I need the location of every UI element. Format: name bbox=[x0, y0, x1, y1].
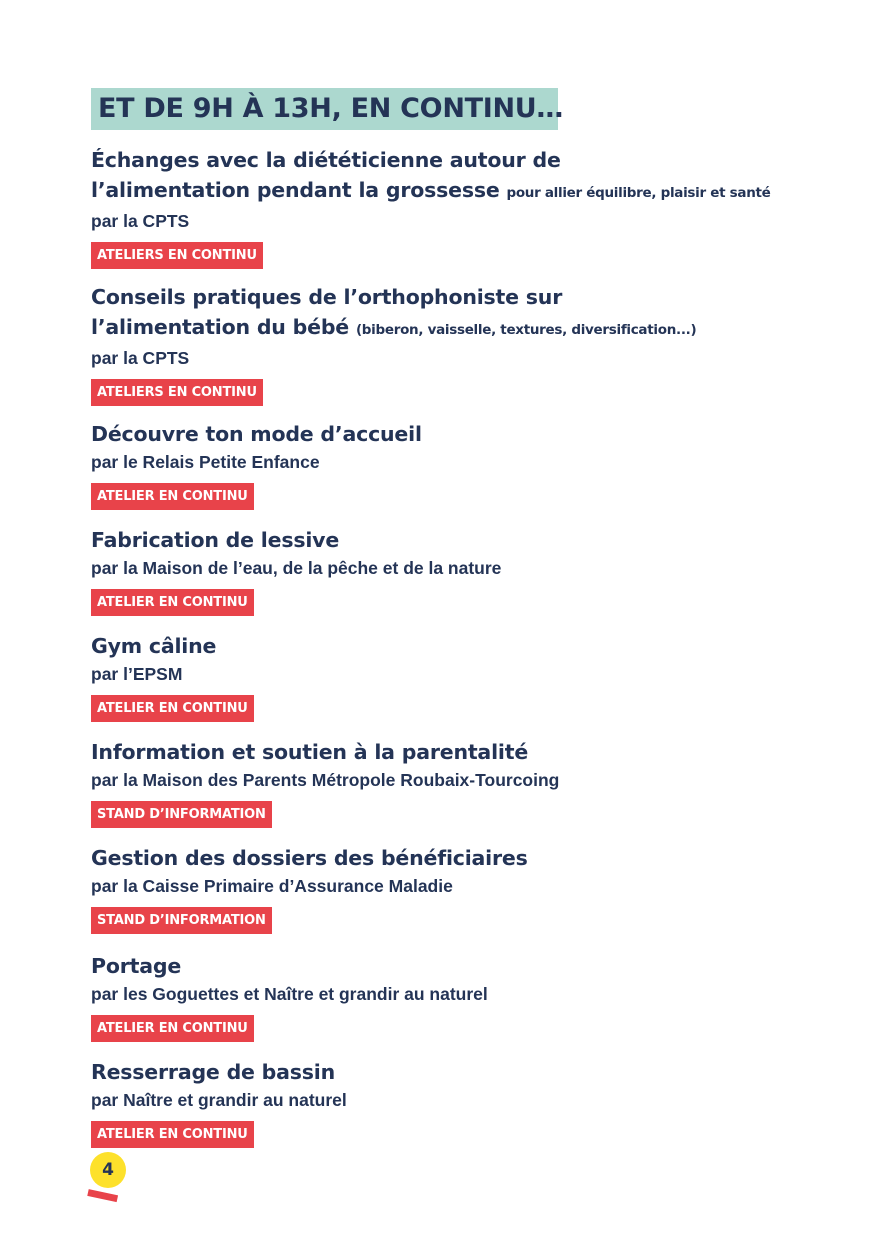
program-entry bbox=[91, 737, 831, 828]
program-entry bbox=[91, 1057, 831, 1148]
entry-type-badge: ATELIER EN CONTINU bbox=[91, 1015, 254, 1042]
entry-organizer: par les Goguettes et Naître et grandir au naturel bbox=[91, 984, 488, 1004]
entry-title: Resserrage de bassin bbox=[91, 1060, 336, 1084]
program-entry bbox=[91, 282, 831, 406]
entry-type-badge: ATELIER EN CONTINU bbox=[91, 695, 254, 722]
page-number-badge bbox=[90, 1152, 130, 1200]
entry-organizer: par le Relais Petite Enfance bbox=[91, 452, 320, 472]
program-entry bbox=[91, 525, 831, 616]
entry-type-badge: ATELIER EN CONTINU bbox=[91, 483, 254, 510]
entry-organizer: par la CPTS bbox=[91, 348, 190, 368]
entry-title: Gestion des dossiers des bénéficiaires bbox=[91, 846, 528, 870]
entry-organizer: par la Caisse Primaire d’Assurance Maladie bbox=[91, 876, 453, 896]
entry-type-badge: ATELIER EN CONTINU bbox=[91, 589, 254, 616]
entry-title: l’alimentation du bébé (biberon, vaisselle, textures, diversification...) bbox=[91, 315, 697, 339]
program-entry bbox=[91, 843, 831, 934]
program-entry bbox=[91, 145, 831, 269]
entry-type-badge: ATELIER EN CONTINU bbox=[91, 1121, 254, 1148]
entry-title: Portage bbox=[91, 954, 182, 978]
entry-title: Gym câline bbox=[91, 634, 217, 658]
entry-organizer: par Naître et grandir au naturel bbox=[91, 1090, 347, 1110]
entry-title: l’alimentation pendant la grossesse pour allier équilibre, plaisir et santé bbox=[91, 178, 771, 202]
page-number: 4 bbox=[90, 1152, 126, 1188]
entry-organizer: par l’EPSM bbox=[91, 664, 183, 684]
entry-title: Information et soutien à la parentalité bbox=[91, 740, 529, 764]
entry-note: pour allier équilibre, plaisir et santé bbox=[506, 185, 771, 201]
entry-type-badge: STAND D’INFORMATION bbox=[91, 907, 272, 934]
decorative-dash bbox=[87, 1189, 118, 1202]
entry-organizer: par la Maison de l’eau, de la pêche et de la nature bbox=[91, 558, 502, 578]
entry-title: Échanges avec la diététicienne autour de bbox=[91, 148, 561, 172]
entry-title: Fabrication de lessive bbox=[91, 528, 340, 552]
entry-type-badge: ATELIERS EN CONTINU bbox=[91, 242, 263, 269]
entry-note: (biberon, vaisselle, textures, diversification...) bbox=[355, 322, 697, 338]
entry-organizer: par la Maison des Parents Métropole Roubaix-Tourcoing bbox=[91, 770, 560, 790]
entry-type-badge: STAND D’INFORMATION bbox=[91, 801, 272, 828]
entry-title: Conseils pratiques de l’orthophoniste sur bbox=[91, 285, 563, 309]
program-entry bbox=[91, 631, 831, 722]
entry-organizer: par la CPTS bbox=[91, 211, 190, 231]
program-entry bbox=[91, 419, 831, 510]
entry-type-badge: ATELIERS EN CONTINU bbox=[91, 379, 263, 406]
entry-title: Découvre ton mode d’accueil bbox=[91, 422, 422, 446]
program-entry bbox=[91, 951, 831, 1042]
section-heading: ET DE 9H À 13H, EN CONTINU… bbox=[91, 88, 558, 130]
